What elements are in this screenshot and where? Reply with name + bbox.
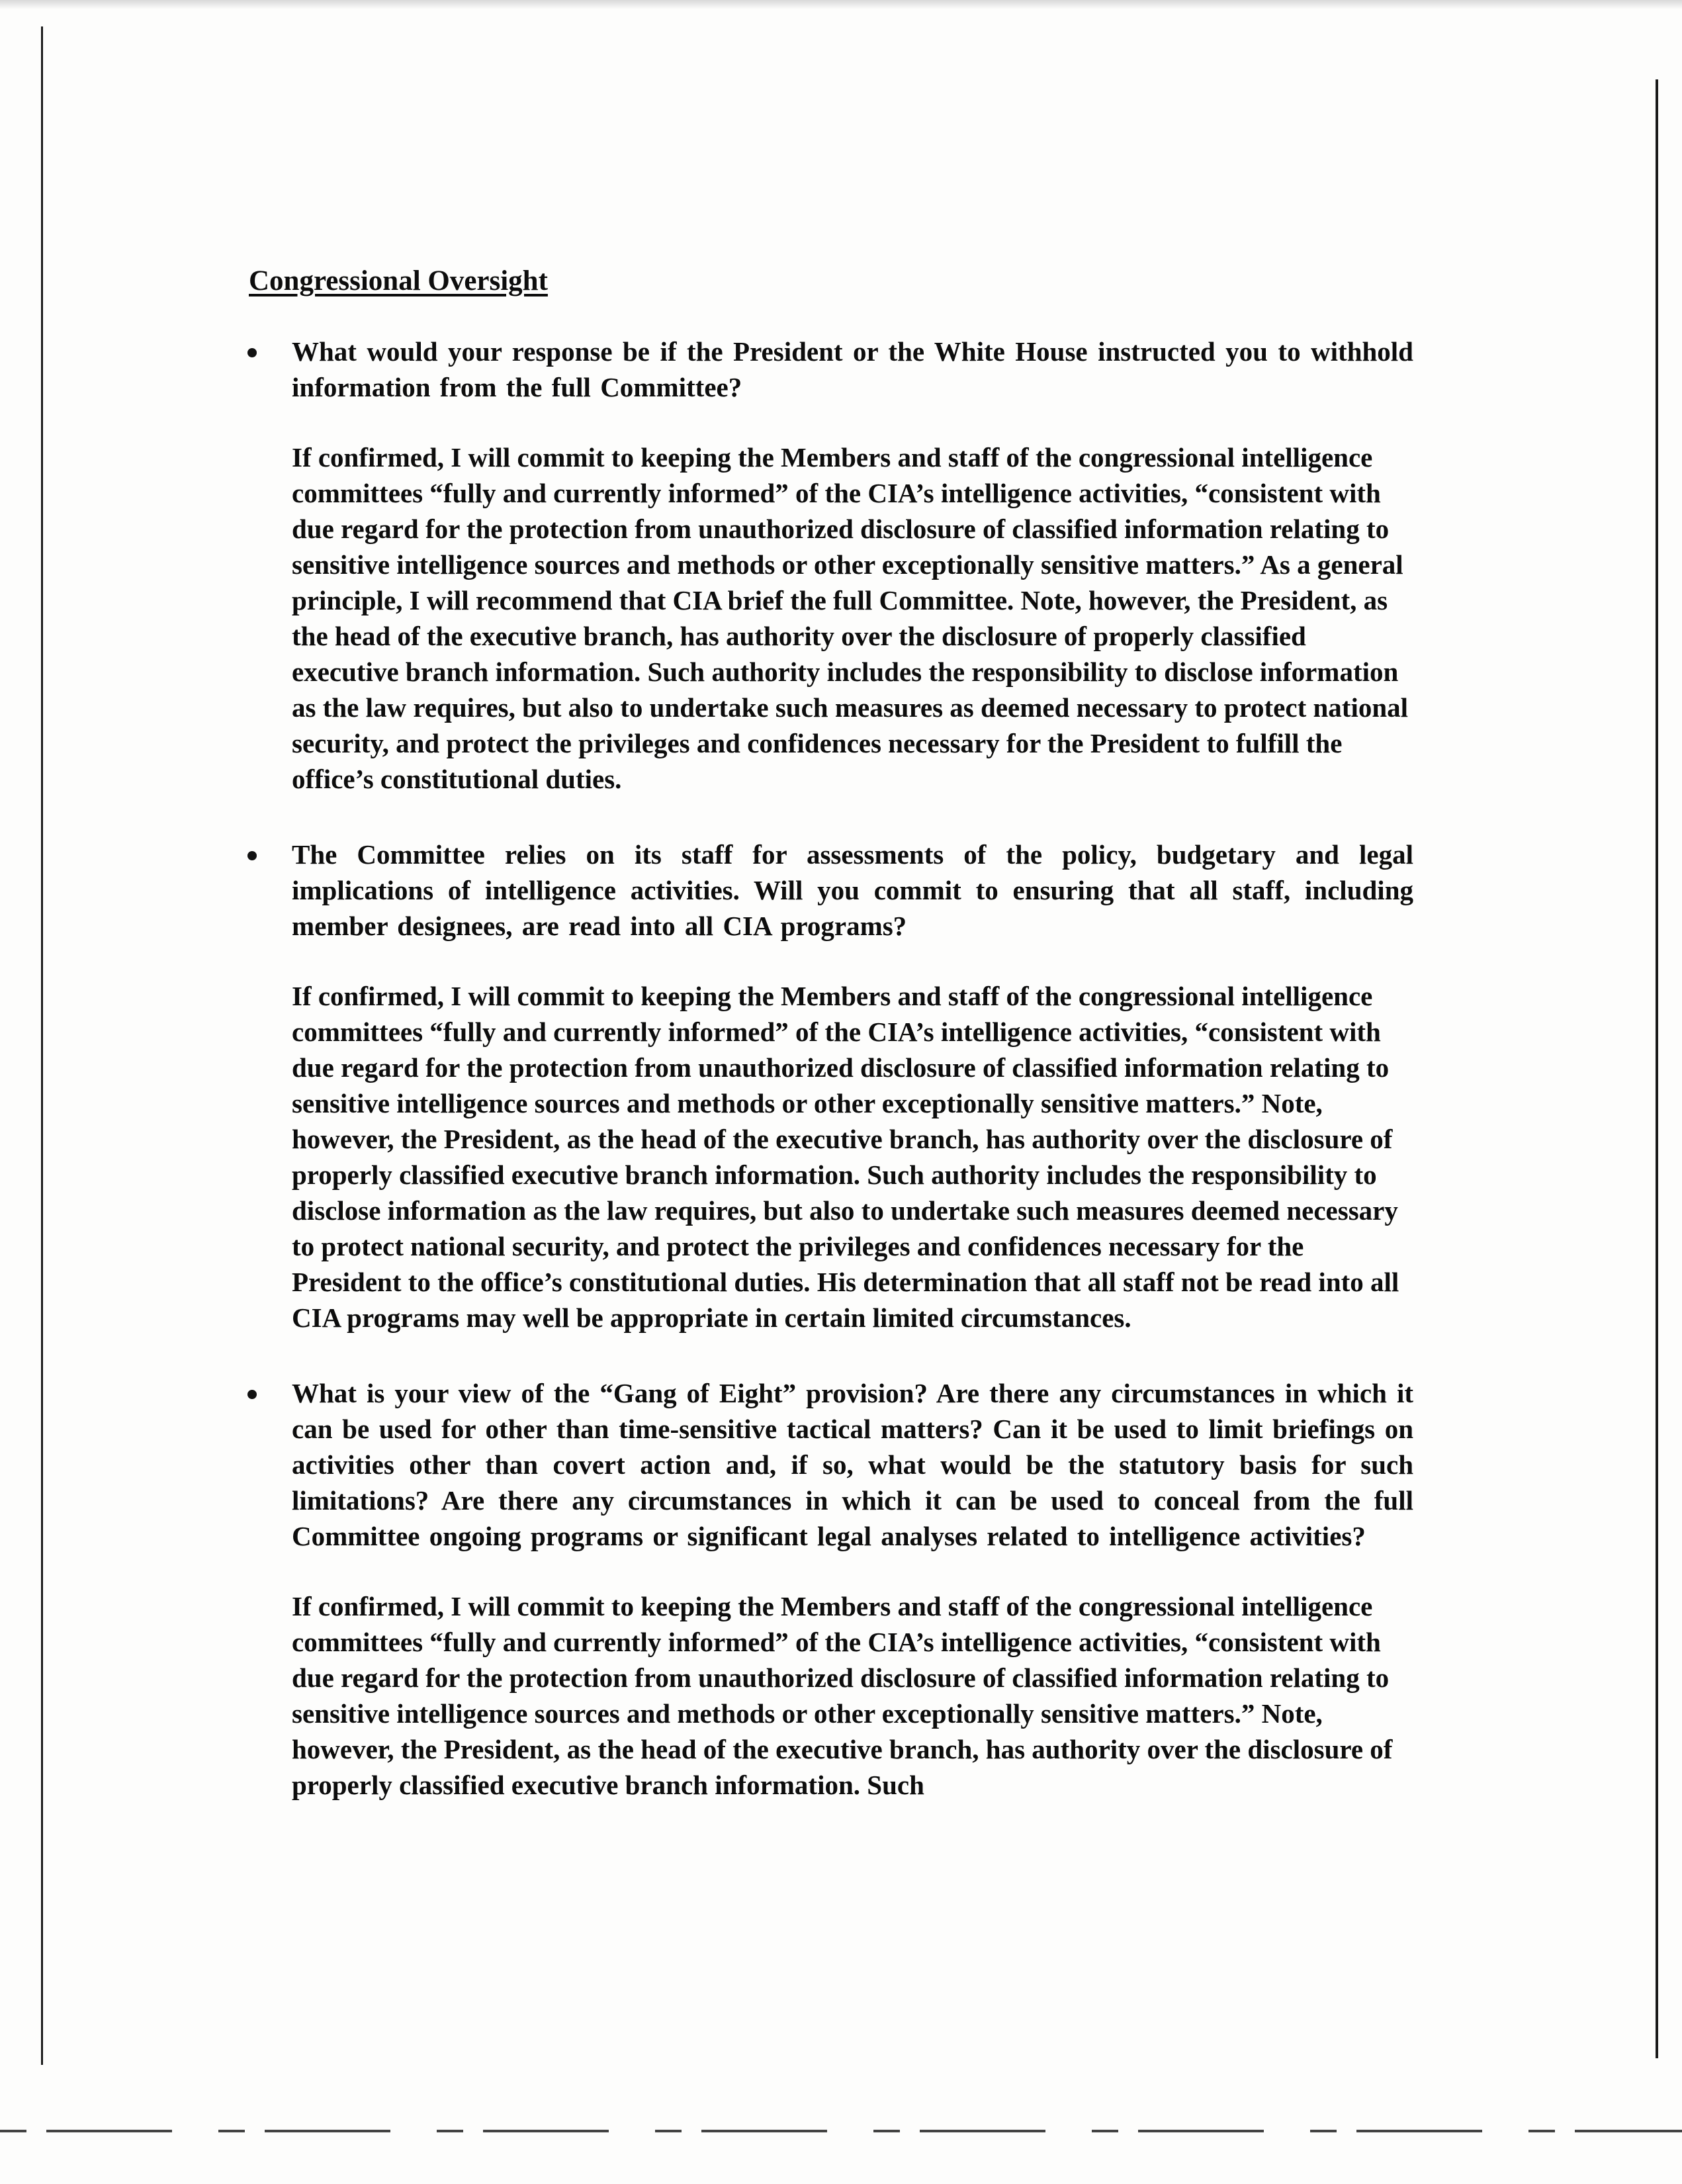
answer-text: If confirmed, I will commit to keeping the Members and staff of the congressional intelligence committees “fully and currently informed” of the CIA’s intelligence activities, “consistent with due regard for the protection from unauthorized disclosure of classified information relating to sensitive intelligence sources and methods or other exceptionally sensitive matters.” Note, however, the President, as the head of the executive branch, has authority over the disclosure of properly classified executive branch information. Such authority includes the responsibility to disclose information as the law requires, but also to undertake such measures deemed necessary to protect national security, and protect the privileges and confidences necessary for the President to the office’s constitutional duties. His determination that all staff not be read into all CIA programs may well be appropriate in certain limited circumstances.	[292, 981, 1399, 1333]
scan-left-edge	[41, 26, 43, 2065]
scan-top-shadow	[0, 0, 1682, 9]
question-text: The Committee relies on its staff for assessments of the policy, budgetary and legal implications of intelligence activities. Will you commit to ensuring that all staff, including member designees, are read into all CIA programs?	[292, 839, 1413, 941]
qa-item	[249, 1375, 1413, 1803]
answer-text: If confirmed, I will commit to keeping the Members and staff of the congressional intelligence committees “fully and currently informed” of the CIA’s intelligence activities, “consistent with due regard for the protection from unauthorized disclosure of classified information relating to sensitive intelligence sources and methods or other exceptionally sensitive matters.” Note, however, the President, as the head of the executive branch, has authority over the disclosure of properly classified executive branch information. Such	[292, 1591, 1393, 1800]
bullet-icon	[247, 851, 257, 860]
scan-bottom-artifacts	[0, 2130, 1682, 2132]
qa-item	[249, 334, 1413, 797]
scan-right-edge	[1656, 79, 1658, 2058]
answer-text: If confirmed, I will commit to keeping the Members and staff of the congressional intelligence committees “fully and currently informed” of the CIA’s intelligence activities, “consistent with due regard for the protection from unauthorized disclosure of classified information relating to sensitive intelligence sources and methods or other exceptionally sensitive matters.” As a general principle, I will recommend that CIA brief the full Committee. Note, however, the President, as the head of the executive branch, has authority over the disclosure of properly classified executive branch information. Such authority includes the responsibility to disclose information as the law requires, but also to undertake such measures as deemed necessary to protect national security, and protect the privileges and confidences necessary for the President to fulfill the office’s constitutional duties.	[292, 442, 1409, 794]
question-text: What would your response be if the President or the White House instructed you to withhold information from the full Committee?	[292, 336, 1413, 402]
document-body	[249, 263, 1413, 1843]
bullet-icon	[247, 348, 257, 357]
section-heading: Congressional Oversight	[249, 265, 548, 296]
question-text: What is your view of the “Gang of Eight” provision? Are there any circumstances in which it can be used for other than time-sensitive tactical matters? Can it be used to limit briefings on activities other than covert action and, if so, what would be the statutory basis for such limitations? Are there any circumstances in which it can be used to conceal from the full Committee ongoing programs or significant legal analyses related to intelligence activities?	[292, 1378, 1413, 1551]
bullet-icon	[247, 1390, 257, 1399]
qa-item	[249, 837, 1413, 1336]
